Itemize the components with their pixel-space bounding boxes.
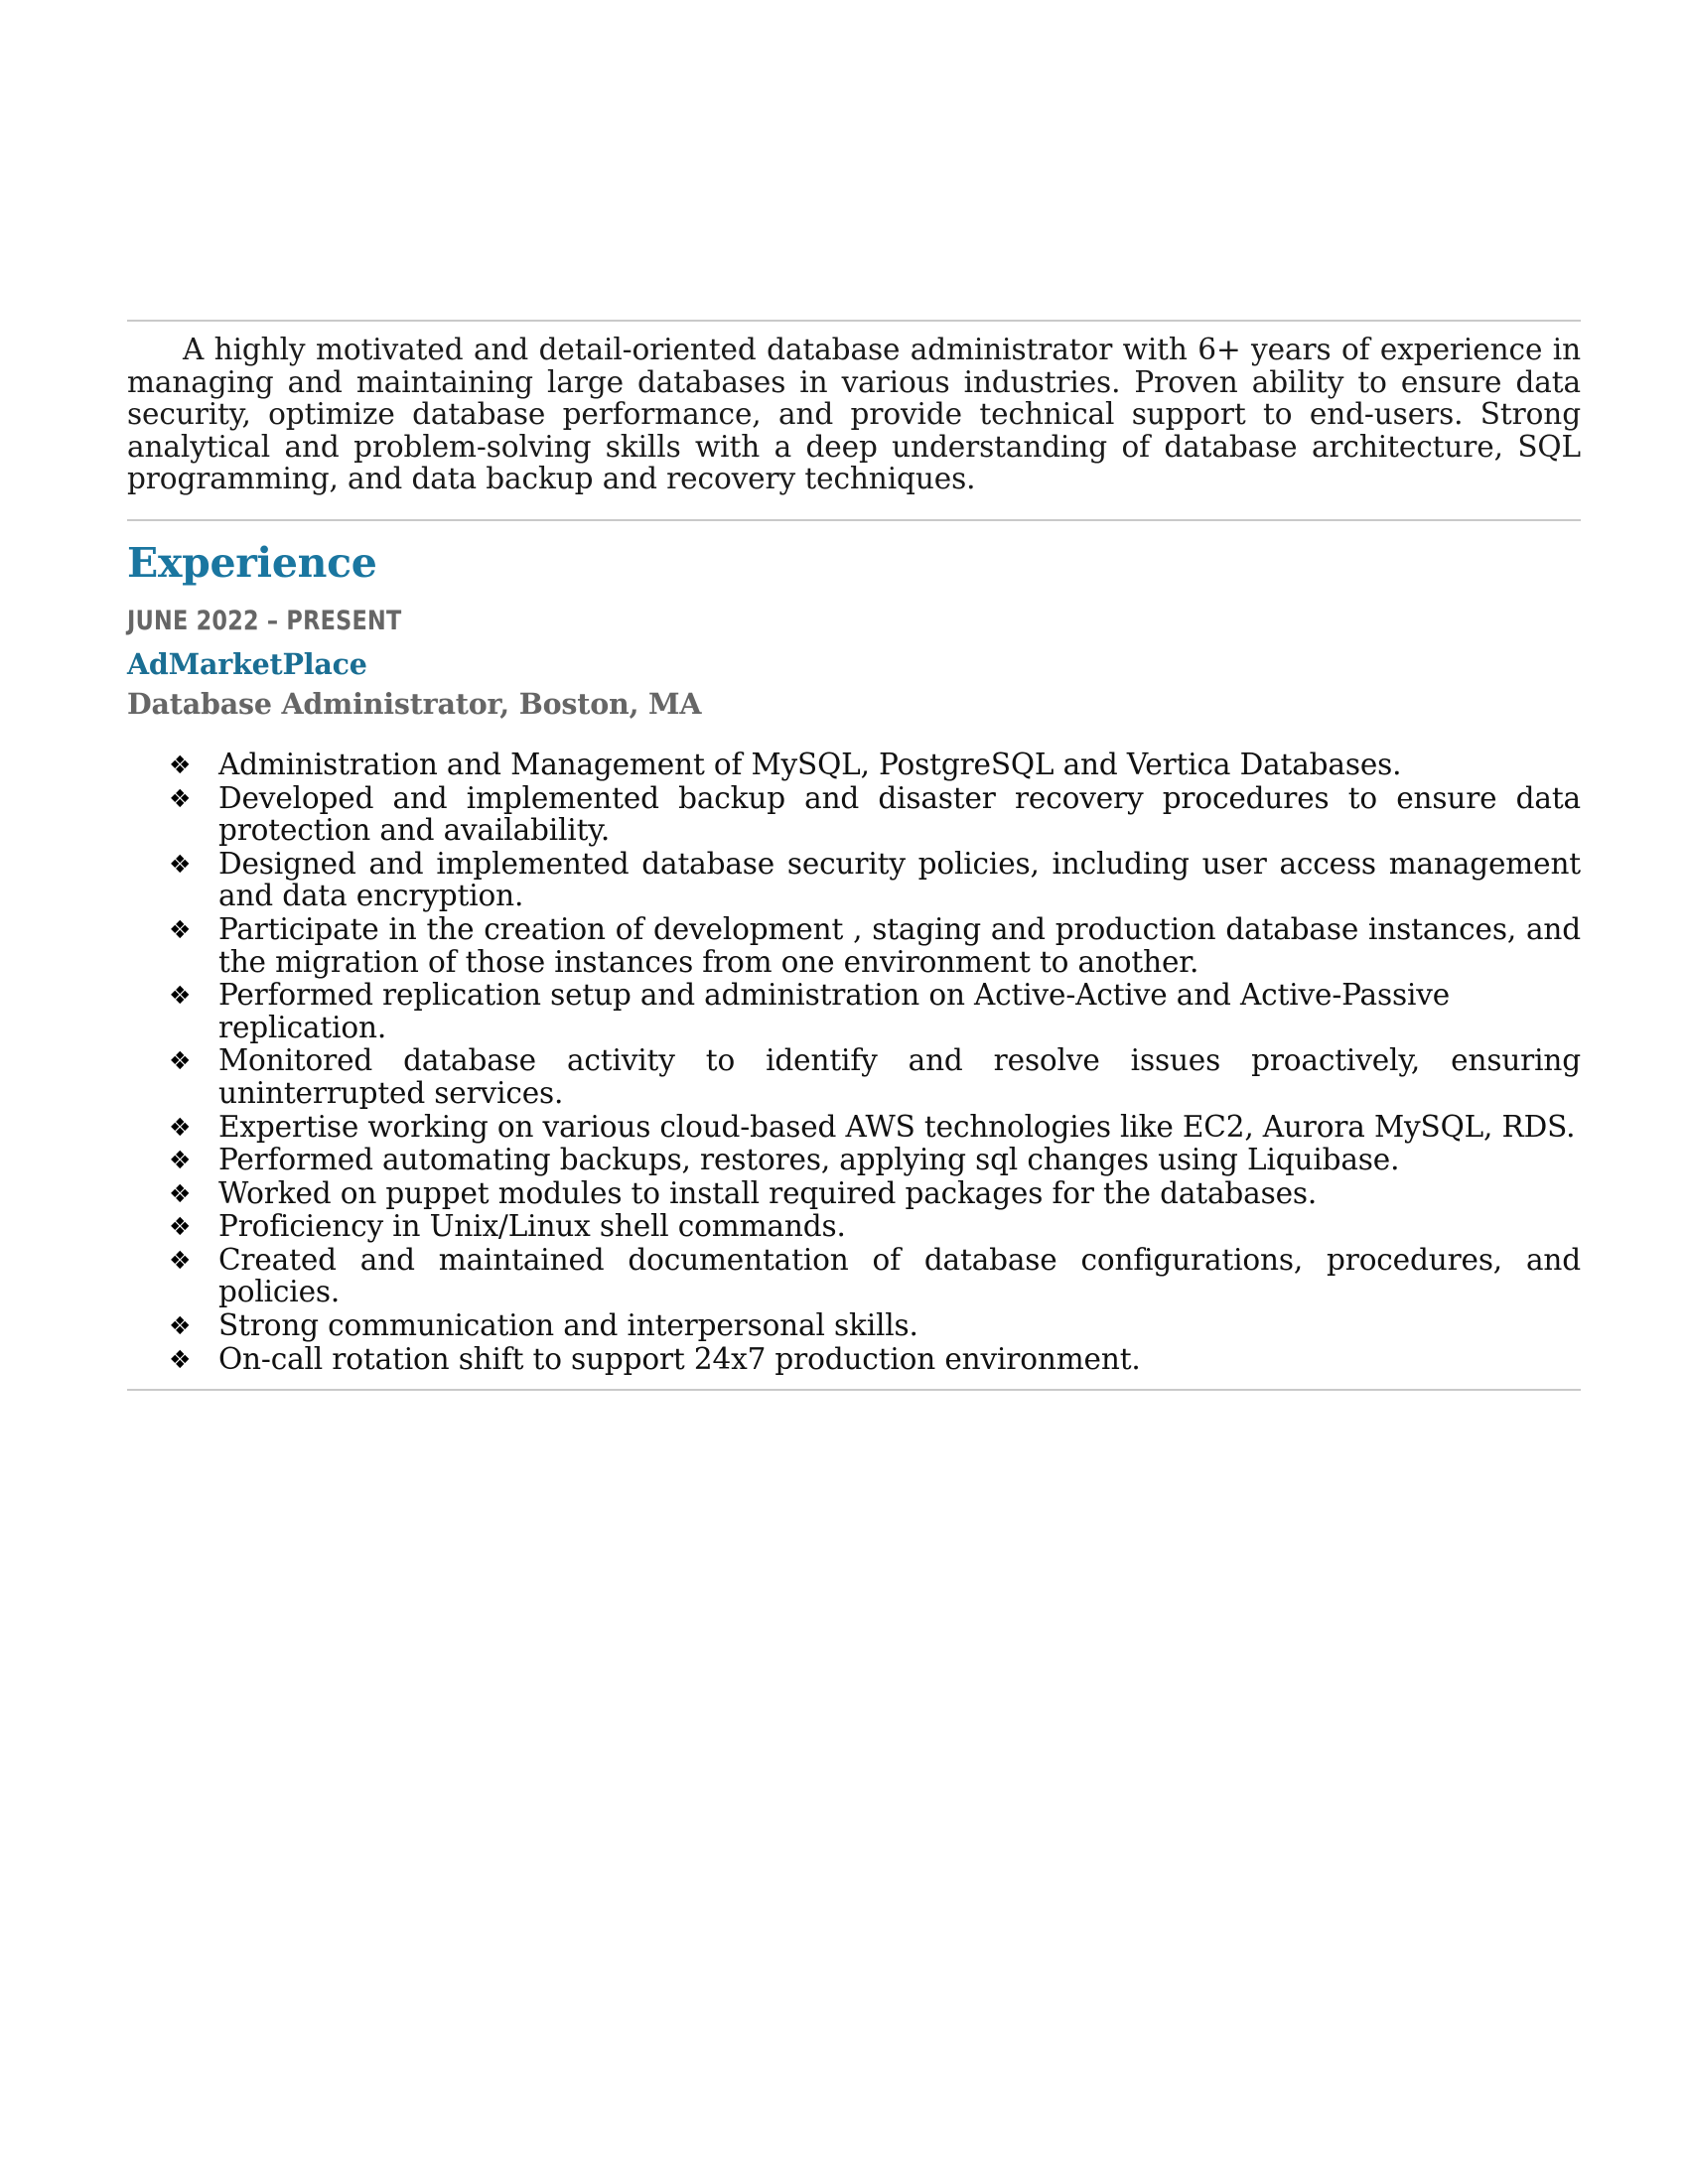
job-date-range: JUNE 2022 – PRESENT xyxy=(127,605,402,636)
list-item xyxy=(127,1244,1581,1308)
list-item-text: Created and maintained documentation of database configurations, procedures, and policies. xyxy=(218,1242,1581,1309)
list-item xyxy=(127,782,1581,847)
diamond-bullet-icon: ❖ xyxy=(169,783,192,813)
diamond-bullet-icon: ❖ xyxy=(169,1311,192,1341)
list-item-text: Designed and implemented database security policies, including user access management and data encryption. xyxy=(218,846,1581,913)
list-item xyxy=(127,1111,1581,1144)
list-item-text: On-call rotation shift to support 24x7 production environment. xyxy=(218,1341,1141,1376)
list-item-text: Proficiency in Unix/Linux shell commands. xyxy=(218,1209,846,1244)
diamond-bullet-icon: ❖ xyxy=(169,1245,192,1275)
list-item-text: Developed and implemented backup and disaster recovery procedures to ensure data protection and availability. xyxy=(218,780,1581,848)
list-item-text: Worked on puppet modules to install required packages for the databases. xyxy=(218,1175,1318,1210)
list-item-text: Expertise working on various cloud-based AWS technologies like EC2, Aurora MySQL, RDS. xyxy=(218,1109,1576,1144)
list-item xyxy=(127,1210,1581,1243)
diamond-bullet-icon: ❖ xyxy=(169,914,192,944)
list-item xyxy=(127,979,1581,1043)
list-item-text: Performed automating backups, restores, applying sql changes using Liquibase. xyxy=(218,1143,1400,1177)
list-item xyxy=(127,1309,1581,1342)
list-item-text: Monitored database activity to identify and resolve issues proactively, ensuring uninterrupted services. xyxy=(218,1043,1581,1110)
diamond-bullet-icon: ❖ xyxy=(169,1178,192,1208)
job-company-name: AdMarketPlace xyxy=(127,646,367,681)
list-item xyxy=(127,749,1581,781)
list-item xyxy=(127,1144,1581,1176)
list-item-text: Participate in the creation of development , staging and production database instances, and the migration of those instances from one environment to another. xyxy=(218,911,1581,979)
diamond-bullet-icon: ❖ xyxy=(169,1212,192,1242)
list-item-text: Strong communication and interpersonal skills. xyxy=(218,1308,918,1343)
diamond-bullet-icon: ❖ xyxy=(169,1046,192,1076)
diamond-bullet-icon: ❖ xyxy=(169,1112,192,1142)
list-item xyxy=(127,913,1581,978)
divider-bottom xyxy=(127,1389,1581,1391)
diamond-bullet-icon: ❖ xyxy=(169,1146,192,1175)
resume-content xyxy=(127,320,1581,1391)
list-item xyxy=(127,1343,1581,1376)
job-responsibility-list xyxy=(127,749,1581,1375)
divider-above-experience xyxy=(127,519,1581,521)
list-item xyxy=(127,1177,1581,1210)
section-heading-experience: Experience xyxy=(127,538,377,587)
list-item-text: Performed replication setup and administration on Active-Active and Active-Passive replication. xyxy=(218,978,1451,1044)
diamond-bullet-icon: ❖ xyxy=(169,981,192,1011)
experience-entry xyxy=(127,605,1581,1376)
diamond-bullet-icon: ❖ xyxy=(169,750,192,779)
diamond-bullet-icon: ❖ xyxy=(169,1344,192,1374)
list-item-text: Administration and Management of MySQL, PostgreSQL and Vertica Databases. xyxy=(218,747,1402,781)
list-item xyxy=(127,1044,1581,1109)
job-title-location: Database Administrator, Boston, MA xyxy=(127,687,702,722)
diamond-bullet-icon: ❖ xyxy=(169,849,192,879)
professional-summary: A highly motivated and detail-oriented database administrator with 6+ years of experience in managing and maintaining large databases in various industries. Proven ability to ensure data security, optimize database performance, and provide technical support to end-users. Strong analytical and problem-solving skills with a deep understanding of database architecture, SQL programming, and data backup and recovery techniques. xyxy=(127,333,1581,496)
list-item xyxy=(127,848,1581,912)
